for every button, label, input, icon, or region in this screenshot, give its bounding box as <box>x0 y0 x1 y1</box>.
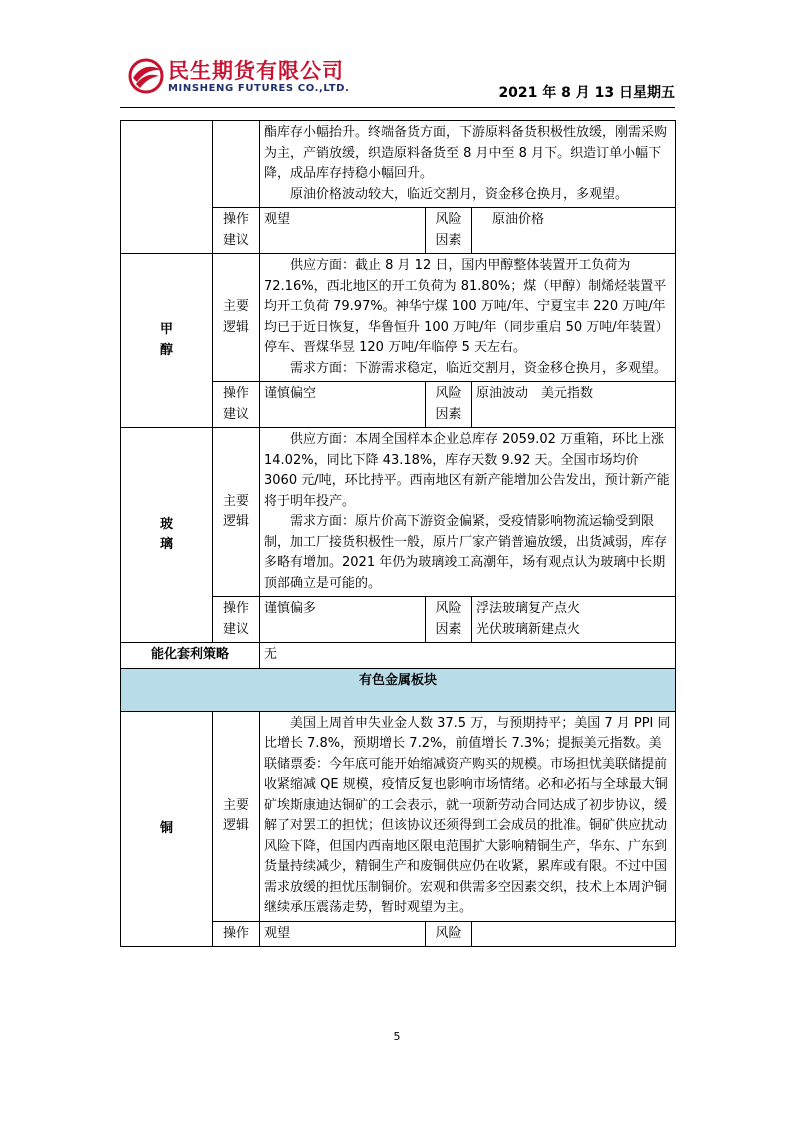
operation-value: 观望 <box>260 921 426 947</box>
header-divider <box>120 107 675 108</box>
logic-label: 主要 逻辑 <box>213 254 260 382</box>
risk-value: 原油价格 <box>472 208 676 254</box>
continuation-text: 酯库存小幅抬升。终端备货方面，下游原料备货积极性放缓，刚需采购为主，产销放缓，织造原料备货至 8 月中至 8 月下。织造订单小幅下降，成品库存持稳小幅回升。 <box>264 125 668 181</box>
methanol-demand-text: 需求方面：下游需求稳定，临近交割月，资金移仓换月，多观望。 <box>290 360 668 376</box>
minsheng-logo-icon <box>128 58 164 94</box>
risk-label: 风险 因素 <box>426 597 472 643</box>
table-row <box>121 668 676 711</box>
logic-label: 主要 逻辑 <box>213 711 260 921</box>
methanol-supply-text: 供应方面：截止 8 月 12 日，国内甲醇整体装置开工负荷为 72.16%，西北地区的开工负荷为 81.80%；煤（甲醇）制烯烃装置平均开工负荷 79.97%。神华宁煤 100 万吨/年、宁夏宝丰 220 万吨/年均已于近日恢复，华鲁恒升 100 万吨/年（同步重启 50 万吨/年装置）停车、晋煤华昱 120 万吨/年临停 5 天左右。 <box>264 258 669 355</box>
company-name-en: MINSHENG FUTURES CO.,LTD. <box>168 83 350 94</box>
glass-supply-text: 供应方面：本周全国样本企业总库存 2059.02 万重箱，环比上涨 14.02%，同比下降 43.18%，库存天数 9.92 天。全国市场均价 3060 元/吨，环比持平。西南地区有新产能增加公告发出，预计新产能将于明年投产。 <box>264 432 670 509</box>
table-row <box>121 121 676 208</box>
arbitrage-label: 能化套利策略 <box>121 643 260 669</box>
glass-category: 玻 璃 <box>121 428 213 643</box>
glass-demand-text: 需求方面：原片价高下游资金偏紧，受疫情影响物流运输受到限制，加工厂接货积极性一般，原片厂家产销普遍放缓，出货减弱，库存多略有增加。2021 年仍为玻璃竣工高潮年，场有观点认为玻璃中长期顶部确立是可能的。 <box>264 514 668 591</box>
operation-label: 操作 <box>213 921 260 947</box>
operation-label: 操作 建议 <box>213 597 260 643</box>
risk-value <box>472 921 676 947</box>
risk-label: 风险 因素 <box>426 208 472 254</box>
continuation-text-2: 原油价格波动较大，临近交割月，资金移仓换月，多观望。 <box>290 186 629 202</box>
operation-value: 谨慎偏空 <box>260 382 426 428</box>
operation-value: 观望 <box>260 208 426 254</box>
continuation-category-cell <box>121 121 213 254</box>
arbitrage-value: 无 <box>260 643 676 669</box>
table-row <box>121 428 676 597</box>
glass-logic-cell <box>260 428 676 597</box>
operation-label: 操作 建议 <box>213 382 260 428</box>
strategy-table <box>120 120 676 947</box>
copper-logic-cell <box>260 711 676 921</box>
copper-category: 铜 <box>121 711 213 947</box>
risk-label: 风险 <box>426 921 472 947</box>
section-title: 有色金属板块 <box>121 668 676 711</box>
methanol-category: 甲 醇 <box>121 254 213 428</box>
table-row <box>121 254 676 382</box>
risk-value: 浮法玻璃复产点火 光伏玻璃新建点火 <box>472 597 676 643</box>
table-row <box>121 643 676 669</box>
methanol-logic-cell <box>260 254 676 382</box>
operation-value: 谨慎偏多 <box>260 597 426 643</box>
page-header <box>120 52 675 104</box>
copper-logic-text: 美国上周首申失业金人数 37.5 万，与预期持平；美国 7 月 PPI 同比增长 7.8%，预期增长 7.2%，前值增长 7.3%；提振美元指数。美联储票委：今年底可能开始缩减资产购买的规模。市场担忧美联储提前收紧缩减 QE 规模，疫情反复也影响市场情绪。必和必拓与全球最大铜矿埃斯康迪达铜矿的工会表示，就一项新劳动合同达成了初步协议，缓解了对罢工的担忧；但该协议还须得到工会成员的批准。铜矿供应扰动风险下降，但国内西南地区限电范围扩大影响精铜生产，华东、广东到货量持续减少，精铜生产和废铜供应仍在收紧，累库或有限。不过中国需求放缓的担忧压制铜价。宏观和供需多空因素交织，技术上本周沪铜继续承压震荡走势，暂时观望为主。 <box>264 715 671 915</box>
risk-value: 原油波动 美元指数 <box>472 382 676 428</box>
continuation-logic-cell <box>260 121 676 208</box>
company-name-cn: 民生期货有限公司 <box>168 59 344 83</box>
report-date: 2021 年 8 月 13 日星期五 <box>498 85 675 101</box>
page-number: 5 <box>393 1030 401 1043</box>
operation-label: 操作 建议 <box>213 208 260 254</box>
risk-label: 风险 因素 <box>426 382 472 428</box>
logic-label: 主要 逻辑 <box>213 428 260 597</box>
table-row <box>121 711 676 921</box>
